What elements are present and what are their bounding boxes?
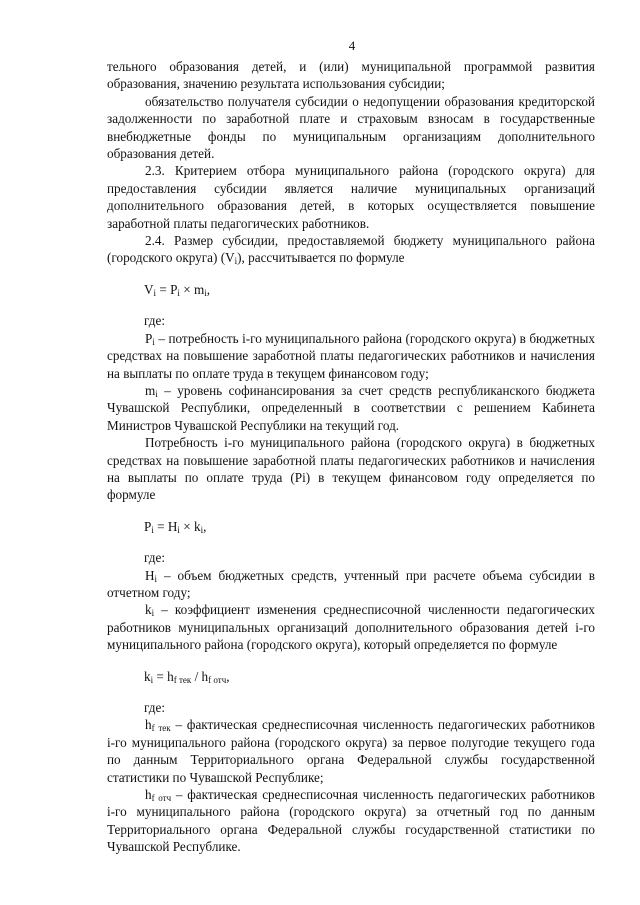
where-label-2: где: — [144, 550, 165, 566]
formula-k: $k_i = h_{f тек} / h_{f отч}$, — [144, 668, 230, 685]
page-number: 4 — [348, 38, 356, 53]
formula-p: $P_i = H_i \times k_i$, — [144, 518, 207, 535]
paragraph-2-4: 2.4. Размер субсидии, предоставляемой бюджету муниципального района (городского округа) $(V_i)$, рассчитывается по формуле — [107, 233, 595, 267]
definition-p: $P_i$ – потребность i-го муниципального района (городского округа) в бюджетных средствах на повышение заработной платы педагогических работников и начисления на выплаты по оплате труда в текущем финансовом году; — [107, 330, 595, 381]
definition-m: $m_i$ – уровень софинансирования за счет средств республиканского бюджета Чувашской Республики, определенный в соответствии с решением Кабинета Министров Чувашской Республики на текущий год. — [107, 382, 595, 433]
paragraph-2-3: 2.3. Критерием отбора муниципального района (городского округа) для предоставления субсидии является наличие муниципальных организаций дополнительного образования детей, в которых осуществляется повышение заработной платы педагогических работников. — [107, 163, 595, 231]
paragraph-continuation: тельного образования детей, и (или) муниципальной программой развития образования, значению результата использования субсидии; — [107, 59, 595, 92]
document-body — [107, 58, 595, 856]
paragraph-need: Потребность i-го муниципального района (городского округа) в бюджетных средствах на повышение заработной платы педагогических работников и начисления на выплаты по оплате труда (Pi) в текущем финансовом году определяется по формуле — [107, 435, 595, 503]
where-label-3: где: — [144, 700, 165, 715]
definition-k: $k_i$ – коэффициент изменения среднесписочной численности педагогических работников муниципальных организаций дополнительного образования детей i-го муниципального района (городского округа), который определяется по формуле — [107, 602, 595, 653]
definition-hf-tek: $h_{f тек}$ – фактическая среднесписочная численность педагогических работников i-го муниципального района (городского округа) за первое полугодие текущего года по данным Территориального органа Федеральной службы государственной статистики по Чувашской Республике; — [107, 717, 595, 785]
definition-hf-otch: $h_{f отч}$ – фактическая среднесписочная численность педагогических работников i-го муниципального района (городского округа) за отчетный год по данным Территориального органа Федеральной службы государственной статистики по Чувашской Республике. — [107, 787, 596, 855]
definition-h: $H_i$ – объем бюджетных средств, учтенный при расчете объема субсидии в отчетном году; — [107, 567, 595, 600]
paragraph-obligation: обязательство получателя субсидии о недопущении образования кредиторской задолженности по заработной плате и страховым взносам в государственные внебюджетные фонды по муниципальным организациям дополнительного образования детей. — [107, 93, 595, 162]
formula-v: $V_i = P_i \times m_i$, — [144, 281, 211, 298]
where-label-1: где: — [144, 313, 165, 329]
